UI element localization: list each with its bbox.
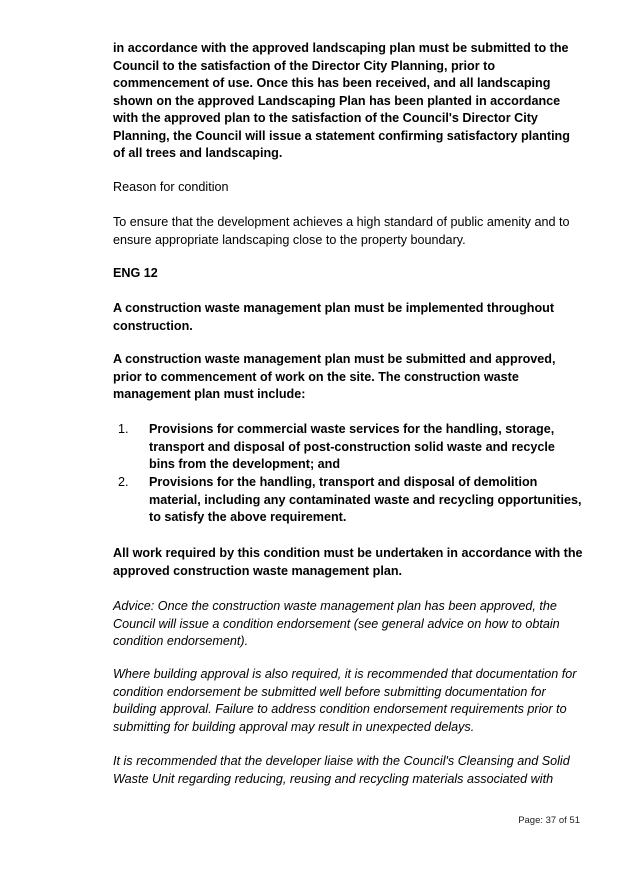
all-work-text: All work required by this condition must be undertaken in accordance with the approved construction waste management plan. [113, 546, 583, 578]
condition-continuation-text: in accordance with the approved landscaping plan must be submitted to the Council to the satisfaction of the Director City Planning, prior to commencement of use. Once this has been received, and all landscaping shown on the approved Landscaping Plan has been planted in accordance with the approved plan to the satisfaction of the Council's Director City Planning, the Council will issue a statement confirming satisfactory planting of all trees and landscaping. [113, 41, 570, 160]
list-item-number: 1. [118, 422, 129, 436]
condition-intro-text: A construction waste management plan must be implemented throughout construction. [113, 301, 555, 333]
recommendation-text: It is recommended that the developer liaise with the Council's Cleansing and Solid Waste Unit regarding reducing, reusing and recycling materials associated with [113, 754, 570, 786]
reason-text: To ensure that the development achieves a high standard of public amenity and to ensure appropriate landscaping close to the property boundary. [113, 215, 570, 247]
section-code-heading: ENG 12 [113, 266, 158, 280]
building-approval-text: Where building approval is also required, it is recommended that documentation for condition endorsement be submitted well before submitting documentation for building approval. Failure to address condition endorsement requirements prior to submitting for building approval may result in unexpected delays. [113, 667, 577, 734]
page-number: Page: 37 of 51 [518, 815, 580, 826]
list-item-text: Provisions for the handling, transport and disposal of demolition material, including any contaminated waste and recycling opportunities, to satisfy the above requirement. [149, 475, 582, 524]
advice-text: Advice: Once the construction waste management plan has been approved, the Council will issue a condition endorsement (see general advice on how to obtain condition endorsement). [113, 599, 560, 648]
condition-submit-text: A construction waste management plan must be submitted and approved, prior to commencement of work on the site. The construction waste management plan must include: [113, 352, 556, 401]
list-item-text: Provisions for commercial waste services for the handling, storage, transport and disposal of post-construction solid waste and recycle bins from the development; and [149, 422, 555, 471]
reason-heading: Reason for condition [113, 180, 229, 194]
list-item-number: 2. [118, 475, 129, 489]
